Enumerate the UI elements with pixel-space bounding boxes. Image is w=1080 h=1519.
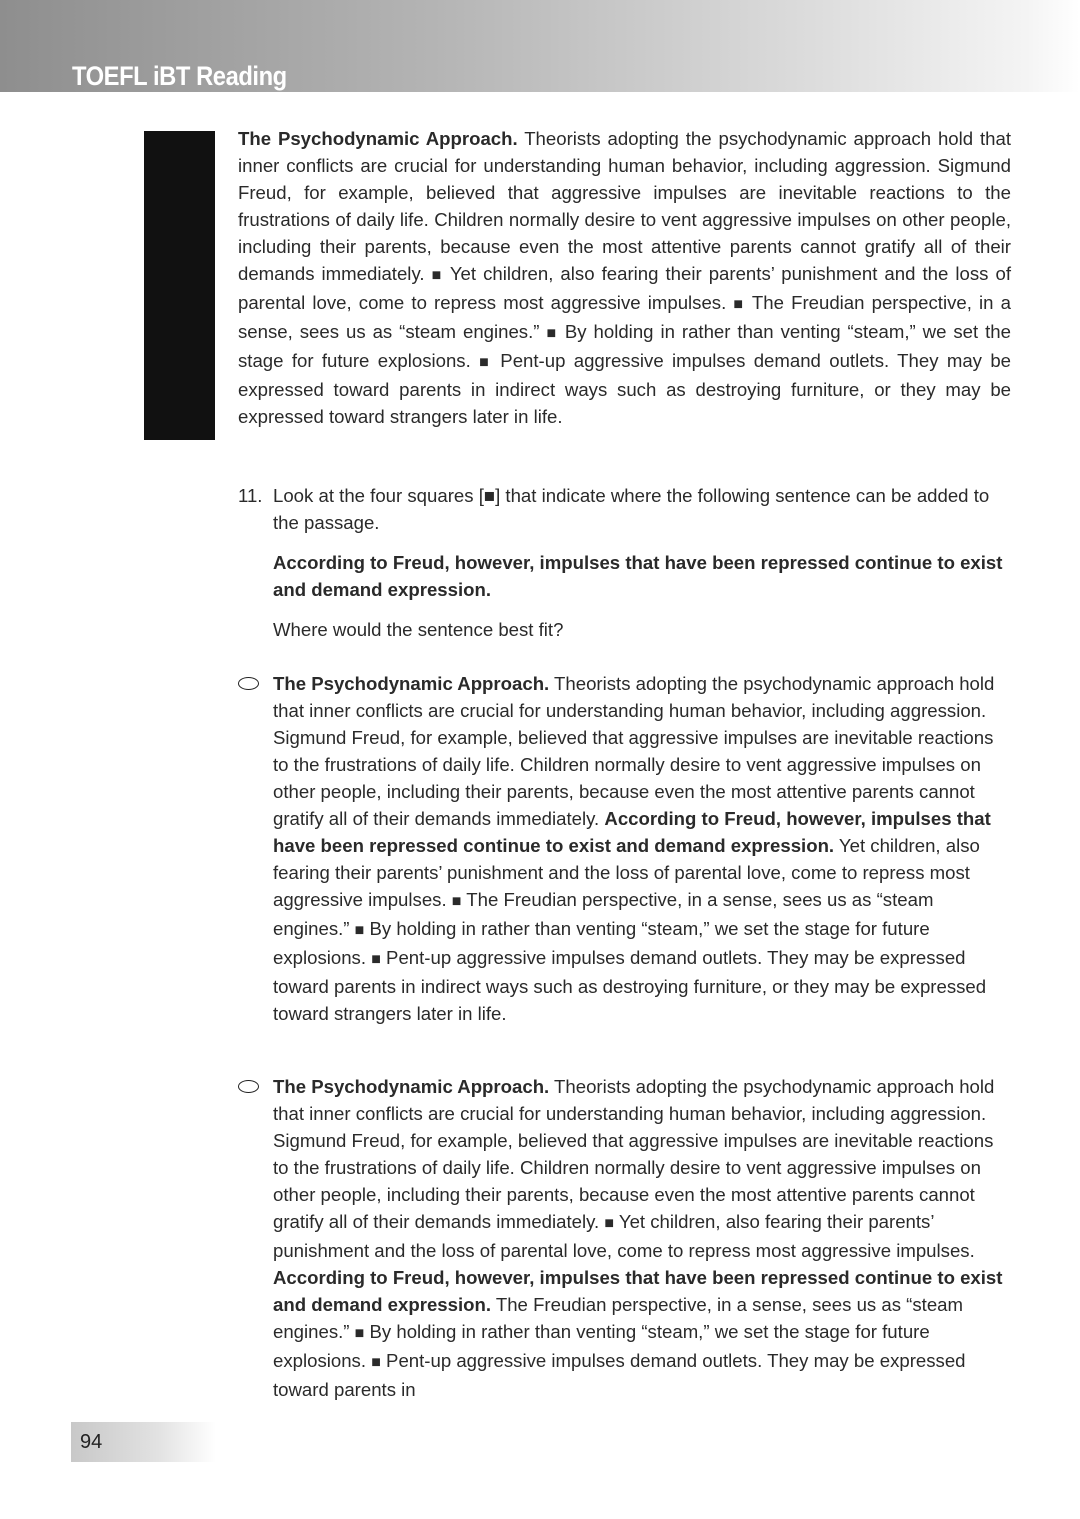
answer-option-a[interactable] (238, 670, 1011, 1027)
radio-button-b[interactable] (238, 1080, 259, 1093)
square-icon: ■ (371, 1354, 381, 1371)
insert-square-1: ■ (431, 267, 444, 284)
passage-heading: The Psychodynamic Approach. (238, 128, 518, 149)
radio-button-a[interactable] (238, 677, 259, 690)
square-icon: ■ (354, 922, 365, 939)
question-11 (238, 482, 1011, 643)
square-icon: ■ (604, 1215, 615, 1232)
option-b-inserted-sentence: According to Freud, however, impulses that have been repressed continue to exist and demand expression. (273, 1267, 1003, 1315)
insert-square-3: ■ (546, 325, 558, 342)
insert-square-4: ■ (479, 354, 492, 371)
option-a-text[interactable]: The Psychodynamic Approach. Theorists adopting the psychodynamic approach hold that inner conflicts are crucial for understanding human behavior, including aggression. Sigmund Freud, for example, believed that aggressive impulses are inevitable reactions to the frustrations of daily life. Children normally desire to vent aggressive impulses on other people, including their parents, because even the most attentive parents cannot gratify all of their demands immediately. According to Freud, however, impulses that have been repressed continue to exist and demand expression. Yet children, also fearing their parents’ punishment and the loss of parental love, come to repress most aggressive impulses. ■ The Freudian perspective, in a sense, sees us as “steam engines.” ■ By holding in rather than venting “steam,” we set the stage for future explosions. ■ Pent-up aggressive impulses demand outlets. They may be expressed toward parents in indirect ways such as destroying furniture, or they may be expressed toward strangers later in life. (273, 673, 995, 1024)
square-icon: ■ (354, 1325, 365, 1342)
insert-square-2: ■ (733, 296, 746, 313)
page-number: 94 (80, 1431, 103, 1453)
question-number: 11. (238, 485, 263, 506)
square-icon: ■ (451, 893, 462, 910)
answer-option-b[interactable] (238, 1073, 1011, 1403)
question-prompt: Where would the sentence best fit? (273, 619, 564, 640)
square-icon: ■ (371, 951, 381, 968)
option-a-inserted-sentence: According to Freud, however, impulses that have been repressed continue to exist and demand expression. (273, 808, 991, 856)
passage-text: The Psychodynamic Approach. Theorists adopting the psychodynamic approach hold that inner conflicts are crucial for understanding human behavior, including aggression. Sigmund Freud, for example, believed that aggressive impulses are inevitable reactions to the frustrations of daily life. Children normally desire to vent aggressive impulses on other people, including their parents, because even the most attentive parents cannot gratify all of their demands immediately. ■ Yet children, also fearing their parents’ punishment and the loss of parental love, come to repress most aggressive impulses. ■ The Freudian perspective, in a sense, sees us as “steam engines.” ■ By holding in rather than venting “steam,” we set the stage for future explosions. ■ Pent-up aggressive impulses demand outlets. They may be expressed toward parents in indirect ways such as destroying furniture, or they may be expressed toward strangers later in life. (238, 128, 1011, 427)
question-instruction: Look at the four squares [■] that indicate where the following sentence can be added to the passage. (273, 485, 990, 533)
sentence-to-insert: According to Freud, however, impulses that have been repressed continue to exist and demand expression. (273, 552, 1003, 600)
header-title: TOEFL iBT Reading (72, 61, 287, 91)
passage-side-bar (144, 131, 215, 440)
option-b-text[interactable]: The Psychodynamic Approach. Theorists adopting the psychodynamic approach hold that inner conflicts are crucial for understanding human behavior, including aggression. Sigmund Freud, for example, believed that aggressive impulses are inevitable reactions to the frustrations of daily life. Children normally desire to vent aggressive impulses on other people, including their parents, because even the most attentive parents cannot gratify all of their demands immediately. ■ Yet children, also fearing their parents’ punishment and the loss of parental love, come to repress most aggressive impulses. According to Freud, however, impulses that have been repressed continue to exist and demand expression. The Freudian perspective, in a sense, sees us as “steam engines.” ■ By holding in rather than venting “steam,” we set the stage for future explosions. ■ Pent-up aggressive impulses demand outlets. They may be expressed toward parents in (273, 1076, 1003, 1400)
